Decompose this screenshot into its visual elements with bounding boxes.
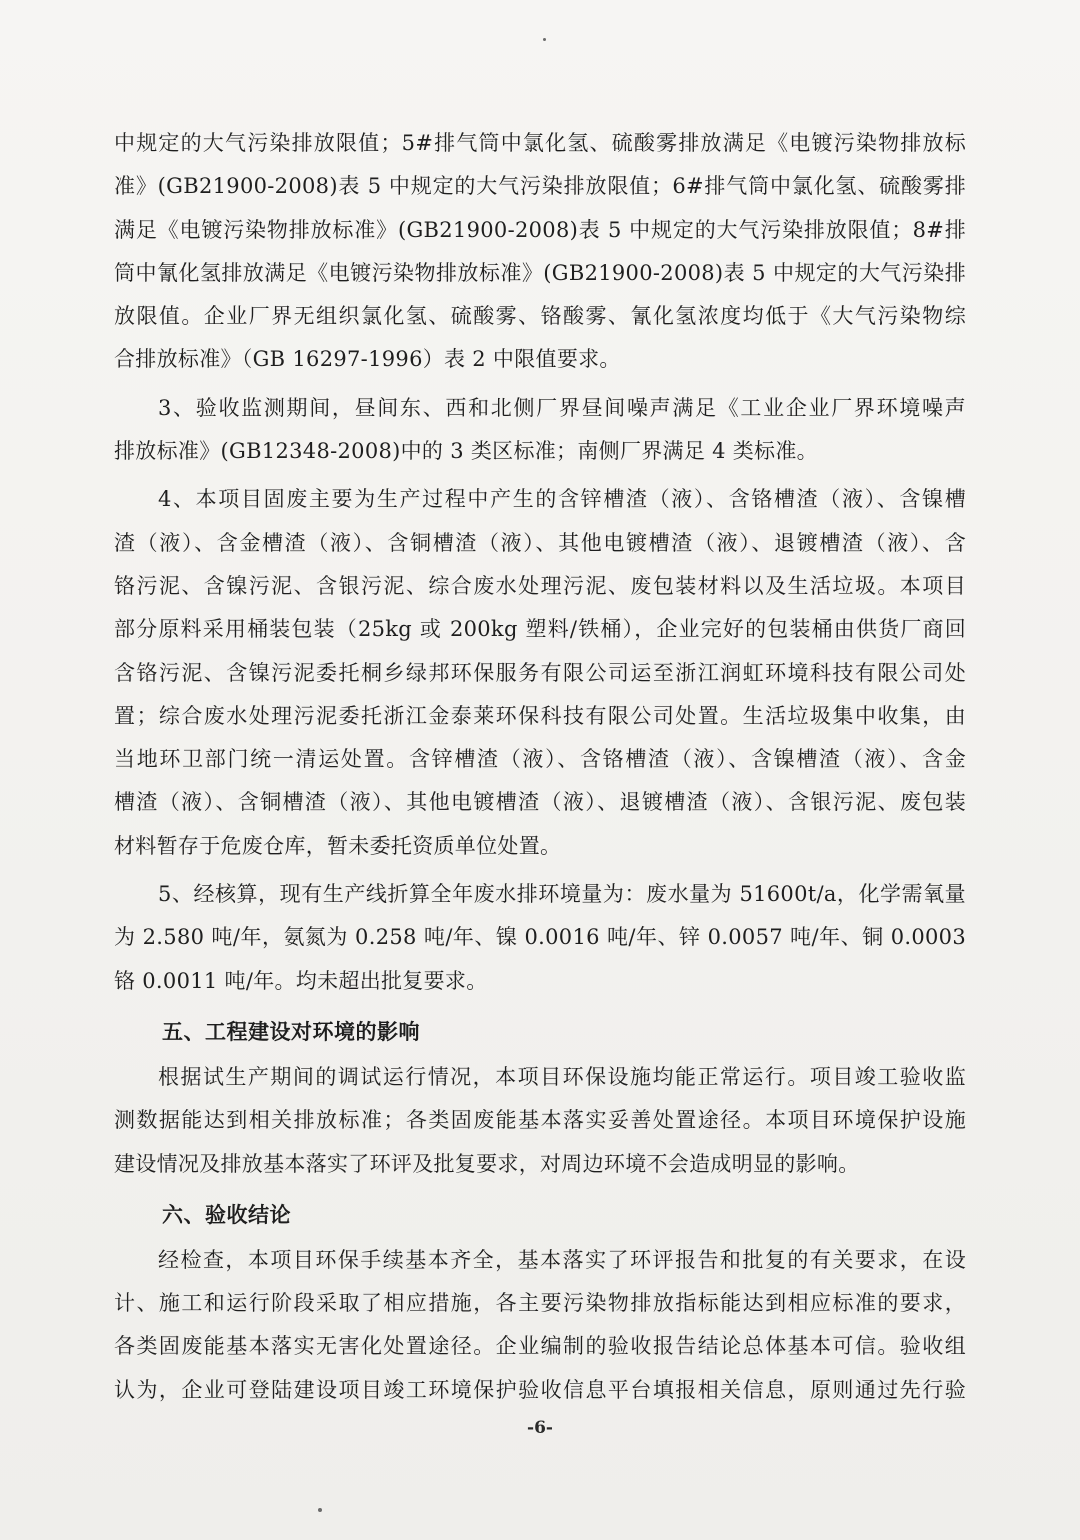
text-line: 测数据能达到相关排放标准；各类固废能基本落实妥善处置途径。本项目环境保护设施 <box>114 1108 966 1133</box>
text-line: 经检查，本项目环保手续基本齐全，基本落实了环评报告和批复的有关要求，在设 <box>158 1247 966 1272</box>
paragraph-air-emissions <box>114 122 966 382</box>
text-line: 含铬污泥、含镍污泥委托桐乡绿邦环保服务有限公司运至浙江润虹环境科技有限公司处 <box>114 660 966 685</box>
text-line: 筒中氰化氢排放满足《电镀污染物排放标准》(GB21900-2008)表 5 中规定的大气污染排 <box>114 260 966 285</box>
text-line: 合排放标准》（GB 16297-1996）表 2 中限值要求。 <box>114 347 621 372</box>
text-line: 槽渣（液）、含铜槽渣（液）、其他电镀槽渣（液）、退镀槽渣（液）、含银污泥、废包装 <box>114 790 966 815</box>
text-line: 材料暂存于危废仓库，暂未委托资质单位处置。 <box>114 833 562 858</box>
text-line: 为 2.580 吨/年，氨氮为 0.258 吨/年、镍 0.0016 吨/年、锌 0.0057 吨/年、铜 0.0003 <box>114 925 966 950</box>
text-line: 认为，企业可登陆建设项目竣工环境保护验收信息平台填报相关信息，原则通过先行验 <box>114 1377 966 1402</box>
text-line: 排放标准》(GB12348-2008)中的 3 类区标准；南侧厂界满足 4 类标准。 <box>114 439 818 464</box>
text-line: 各类固废能基本落实无害化处置途径。企业编制的验收报告结论总体基本可信。验收组 <box>114 1334 966 1359</box>
paragraph-solid-waste <box>114 478 966 868</box>
text-line: 中规定的大气污染排放限值；5#排气筒中氯化氢、硫酸雾排放满足《电镀污染物排放标 <box>114 131 966 155</box>
document-body <box>114 122 966 1412</box>
text-line: 当地环卫部门统一清运处置。含锌槽渣（液）、含铬槽渣（液）、含镍槽渣（液）、含金 <box>114 747 966 772</box>
paragraph-wastewater-totals <box>114 873 966 1003</box>
text-line: 准》(GB21900-2008)表 5 中规定的大气污染排放限值；6#排气筒中氯化氢、硫酸雾排 <box>114 174 966 199</box>
text-line: 部分原料采用桶装包装（25kg 或 200kg 塑料/铁桶），企业完好的包装桶由供货厂商回 <box>114 617 966 642</box>
text-line: 铬 0.0011 吨/年。均未超出批复要求。 <box>114 968 488 993</box>
text-line: 根据试生产期间的调试运行情况，本项目环保设施均能正常运行。项目竣工验收监 <box>158 1064 966 1089</box>
text-line: 铬污泥、含镍污泥、含银污泥、综合废水处理污泥、废包装材料以及生活垃圾。本项目 <box>114 573 966 598</box>
text-line: 放限值。企业厂界无组织氯化氢、硫酸雾、铬酸雾、氰化氢浓度均低于《大气污染物综 <box>114 304 966 329</box>
text-line: 4、本项目固废主要为生产过程中产生的含锌槽渣（液）、含铬槽渣（液）、含镍槽 <box>158 487 966 512</box>
scan-speck <box>318 1508 322 1512</box>
section-heading: 五、工程建设对环境的影响 <box>162 1018 420 1044</box>
paragraph-noise <box>114 387 966 474</box>
text-line: 满足《电镀污染物排放标准》(GB21900-2008)表 5 中规定的大气污染排放限值；8#排 <box>114 217 966 242</box>
scan-speck <box>543 38 546 41</box>
page-number: -6- <box>527 1418 553 1438</box>
section-heading: 六、验收结论 <box>162 1201 291 1227</box>
section-acceptance-conclusion <box>114 1191 966 1412</box>
text-line: 置；综合废水处理污泥委托浙江金泰莱环保科技有限公司处置。生活垃圾集中收集，由 <box>114 703 966 728</box>
text-line: 计、施工和运行阶段采取了相应措施，各主要污染物排放指标能达到相应标准的要求， <box>114 1291 966 1316</box>
section-environmental-impact <box>114 1008 966 1186</box>
text-line: 渣（液）、含金槽渣（液）、含铜槽渣（液）、其他电镀槽渣（液）、退镀槽渣（液）、含 <box>114 530 966 555</box>
text-line: 建设情况及排放基本落实了环评及批复要求，对周边环境不会造成明显的影响。 <box>114 1151 860 1176</box>
text-line: 3、验收监测期间，昼间东、西和北侧厂界昼间噪声满足《工业企业厂界环境噪声 <box>158 395 966 420</box>
text-line: 5、经核算，现有生产线折算全年废水排环境量为：废水量为 51600t/a，化学需氧量 <box>158 882 966 907</box>
